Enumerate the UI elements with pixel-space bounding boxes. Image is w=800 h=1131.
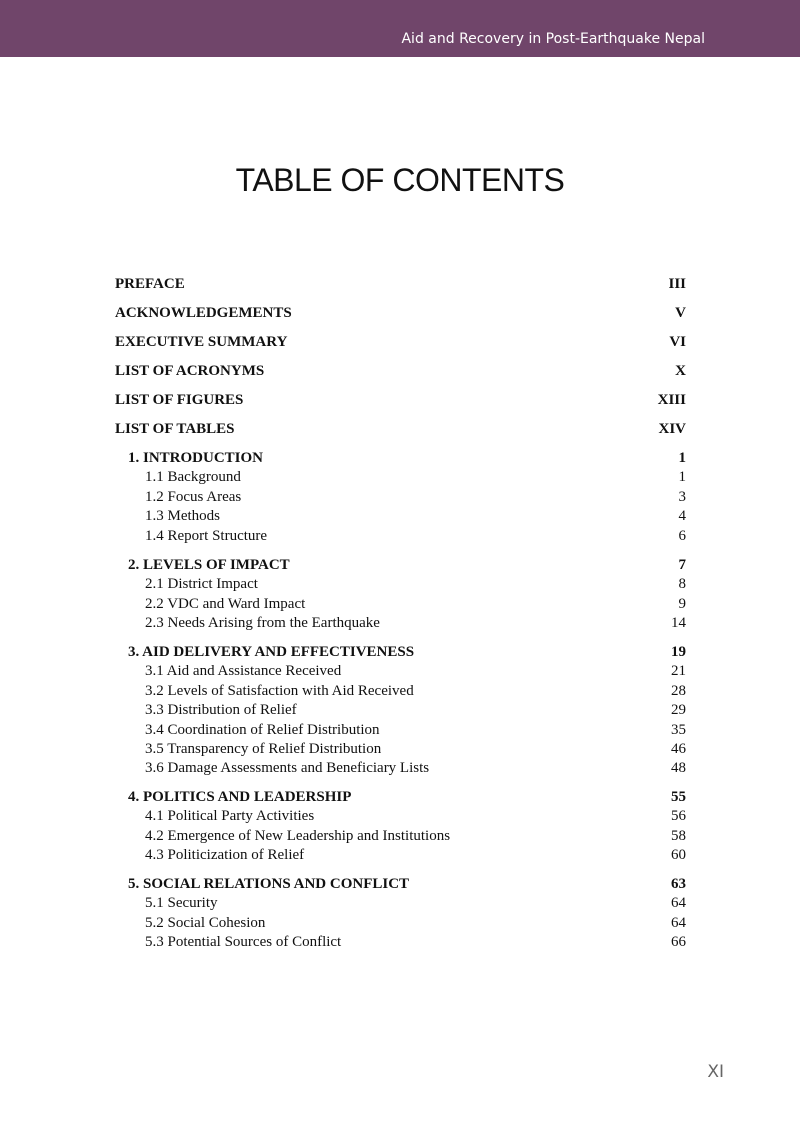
toc-entry-page: XIV [658,421,686,437]
toc-entry-label: 3.2 Levels of Satisfaction with Aid Received [145,682,414,699]
running-header-title: Aid and Recovery in Post-Earthquake Nepal [401,31,705,47]
toc-section-entry[interactable] [115,489,686,509]
toc-entry-page: 64 [671,895,686,912]
toc-section-entry[interactable] [115,576,686,596]
toc-section-entry[interactable] [115,828,686,848]
toc-front-matter-entry[interactable] [115,363,686,383]
toc-section-entry[interactable] [115,528,686,548]
toc-entry-label: 4.3 Politicization of Relief [145,847,305,864]
toc-section-entry[interactable] [115,915,686,935]
toc-entry-label: 4.1 Political Party Activities [145,808,315,825]
toc-section-entry[interactable] [115,760,686,780]
toc-entry-label: 3.1 Aid and Assistance Received [145,663,342,680]
toc-entry-label: 2.2 VDC and Ward Impact [145,595,306,612]
toc-entry-label: 2.1 District Impact [145,576,258,593]
toc-entry-label: 1. INTRODUCTION [128,450,264,466]
toc-entry-label: 5. SOCIAL RELATIONS AND CONFLICT [128,876,410,892]
toc-entry-label: 3.3 Distribution of Relief [145,702,297,719]
toc-entry-page: 9 [678,595,686,612]
toc-entry-page: 55 [671,789,686,805]
toc-entry-page: 63 [671,876,686,892]
toc-entry-page: 19 [671,644,686,660]
toc-entry-label: 3.4 Coordination of Relief Distribution [145,721,380,738]
toc-entry-label: 2.3 Needs Arising from the Earthquake [145,615,380,632]
toc-entry-page: XIII [657,392,686,408]
toc-entry-page: 29 [671,702,686,719]
toc-entry-page: 4 [678,508,686,525]
toc-entry-label: 2. LEVELS OF IMPACT [128,557,290,573]
toc-entry-label: 1.3 Methods [145,508,220,525]
toc-entry-page: 64 [671,914,686,931]
toc-entry-label: 5.2 Social Cohesion [145,914,266,931]
toc-section-entry[interactable] [115,895,686,915]
toc-entry-page: 1 [678,469,686,486]
toc-section-entry[interactable] [115,683,686,703]
toc-entry-page: 58 [671,827,686,844]
toc-entry-page: 8 [678,576,686,593]
toc-entry-label: 3.5 Transparency of Relief Distribution [145,741,382,757]
toc-entry-label: 1.2 Focus Areas [145,488,242,505]
toc-entry-page: 56 [671,808,686,825]
toc-front-matter-entry[interactable] [115,305,686,325]
toc-chapter-entry[interactable] [115,644,686,664]
toc-entry-page: 21 [671,663,686,680]
toc-front-matter-entry[interactable] [115,276,686,296]
toc-entry-label: LIST OF ACRONYMS [115,363,265,379]
toc-entry-page: 3 [678,488,686,505]
toc-entry-page: 14 [671,615,686,632]
toc-entry-page: 48 [671,760,686,777]
toc-chapter-entry[interactable] [115,557,686,577]
toc-entry-label: 1.4 Report Structure [145,527,268,544]
toc-entry-page: 60 [671,847,686,864]
toc-front-matter-entry[interactable] [115,392,686,412]
toc-entry-label: 5.3 Potential Sources of Conflict [145,934,342,951]
toc-entry-label: EXECUTIVE SUMMARY [115,334,288,350]
toc-entry-page: 46 [671,741,686,757]
toc-entry-label: 3.6 Damage Assessments and Beneficiary Lists [145,760,430,777]
toc-chapter-entry[interactable] [115,876,686,896]
toc-entry-page: 1 [678,450,686,466]
toc-entry-label: 5.1 Security [145,895,218,912]
toc-chapter-entry[interactable] [115,450,686,470]
toc-entry-page: 7 [678,557,686,573]
toc-section-entry[interactable] [115,469,686,489]
toc-section-entry[interactable] [115,702,686,722]
toc-chapter-entry[interactable] [115,789,686,809]
toc-section-entry[interactable] [115,596,686,616]
toc-entry-page: 6 [678,527,686,544]
toc-section-entry[interactable] [115,934,686,954]
toc-entry-label: 4. POLITICS AND LEADERSHIP [128,789,352,805]
toc-entry-label: PREFACE [115,276,185,292]
page-title: TABLE OF CONTENTS [235,162,565,198]
page-number: XI [707,1062,724,1082]
toc-entry-label: ACKNOWLEDGEMENTS [115,305,292,321]
toc-section-entry[interactable] [115,722,686,742]
toc-entry-page: III [668,276,686,292]
toc-entry-label: 1.1 Background [145,469,241,486]
toc-section-entry[interactable] [115,808,686,828]
toc-entry-label: LIST OF FIGURES [115,392,244,408]
toc-entry-page: 35 [671,721,686,738]
toc-entry-page: 28 [671,682,686,699]
toc-entry-label: 3. AID DELIVERY AND EFFECTIVENESS [128,644,415,660]
toc-entry-label: LIST OF TABLES [115,421,235,437]
toc-front-matter-entry[interactable] [115,421,686,441]
toc-section-entry[interactable] [115,663,686,683]
toc-section-entry[interactable] [115,508,686,528]
toc-section-entry[interactable] [115,615,686,635]
toc-section-entry[interactable] [115,741,686,761]
header-bar [0,0,800,57]
toc-entry-label: 4.2 Emergence of New Leadership and Institutions [145,827,451,844]
toc-entry-page: X [675,363,686,379]
toc-entry-page: 66 [671,934,686,951]
toc-front-matter-entry[interactable] [115,334,686,354]
toc-section-entry[interactable] [115,847,686,867]
toc-entry-page: V [675,305,686,321]
toc-entry-page: VI [669,334,686,350]
